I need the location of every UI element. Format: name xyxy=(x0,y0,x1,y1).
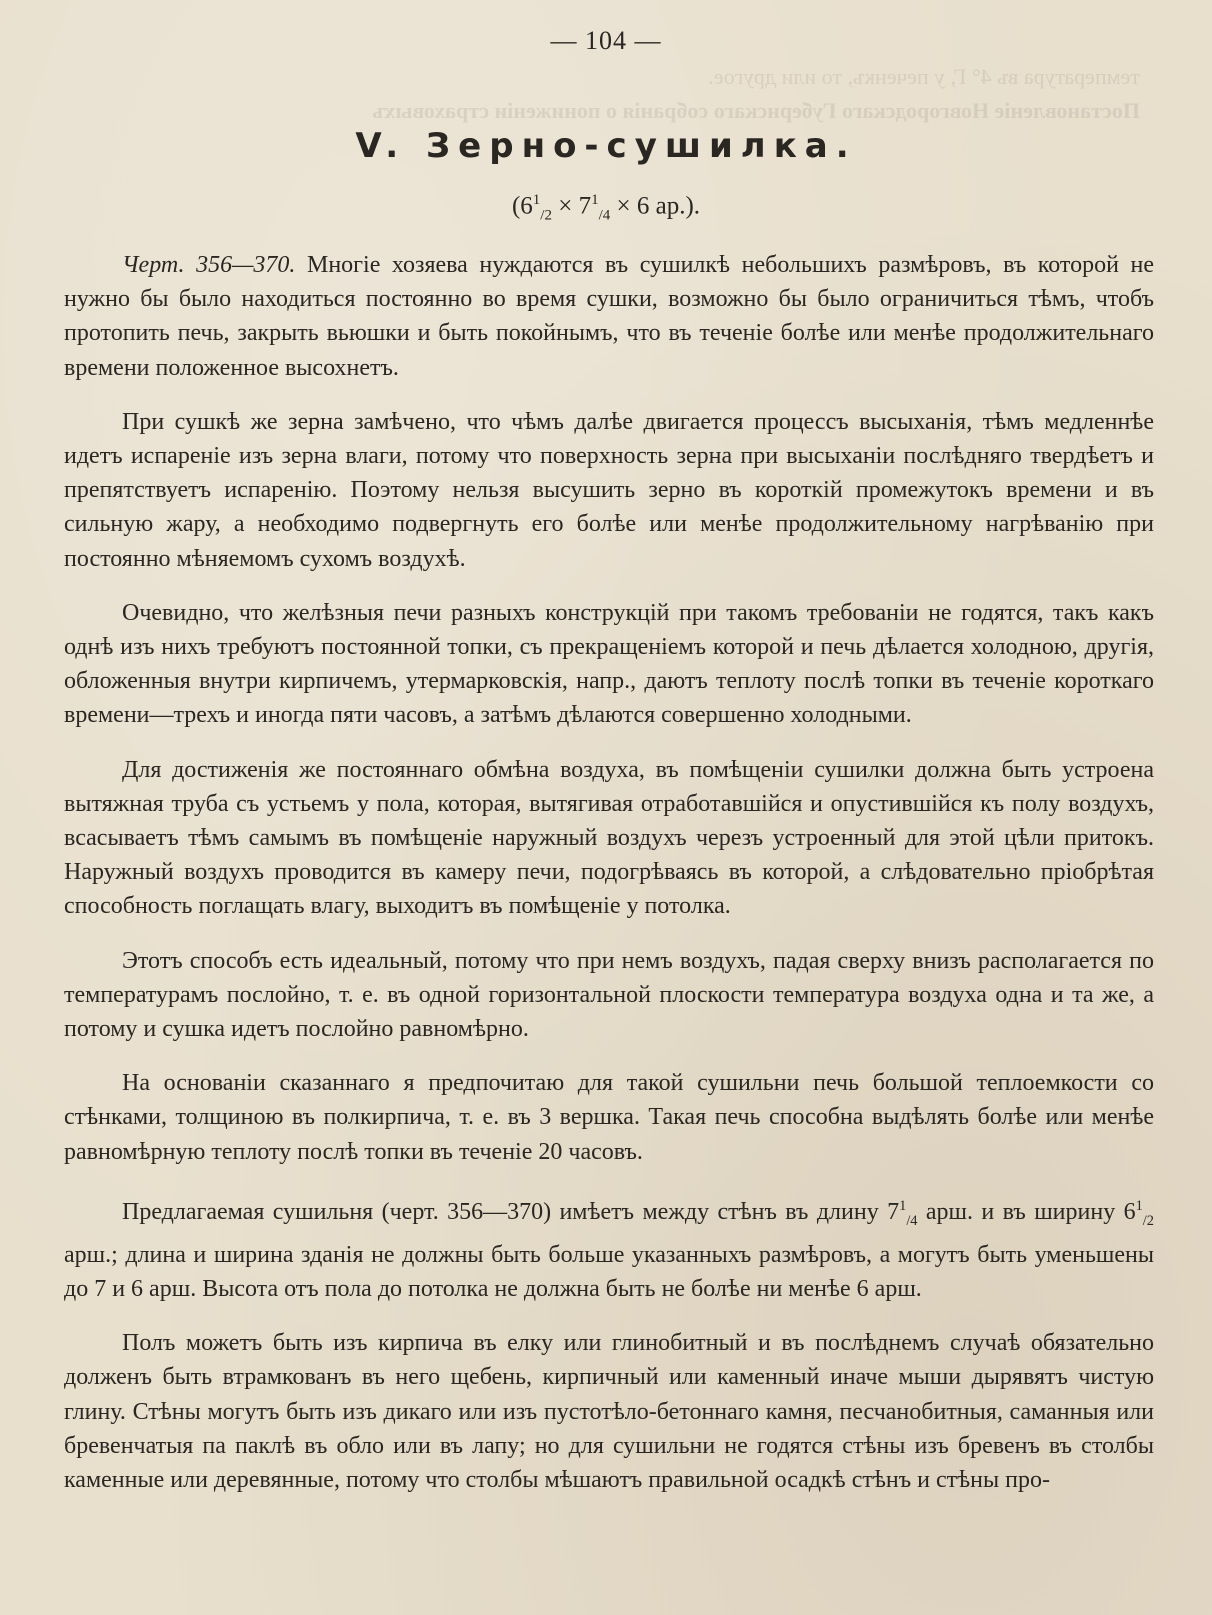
page-number: — 104 — xyxy=(550,26,662,55)
paragraph-4: Для достиженія же постояннаго обмѣна воздуха, въ помѣщеніи сушилки должна быть устроена вытяжная труба съ устьемъ у пола, которая, вытягивая отработавшійся и опустившійся къ полу воздухъ, всасываетъ тѣмъ самымъ въ помѣщеніе наружный воздухъ черезъ устроенный для этой цѣли притокъ. Наружный воздухъ проводится въ камеру печи, подогрѣваясь въ которой, а слѣдовательно пріобрѣтая способность поглащать влагу, выходитъ въ помѣщеніе у потолка. xyxy=(64,756,1154,920)
paragraph-8: Полъ можетъ быть изъ кирпича въ елку или глинобитный и въ послѣднемъ случаѣ обязательно долженъ быть втрамкованъ въ него щебень, кирпичный или каменный иначе мыши дырявятъ чистую глину. Стѣны могутъ быть изъ дикаго или изъ пустотѣло-бетоннаго камня, песчанобитныя, саманныя или бревенчатыя па паклѣ въ обло или въ лапу; но для сушильни не годятся стѣны изъ бревенъ въ столбы каменные или деревянные, потому что столбы мѣшаютъ правильной осадкѣ стѣнъ и стѣны про- xyxy=(64,1330,1154,1494)
body-text xyxy=(64,248,1154,1517)
dims-numerator-2: 1 xyxy=(591,192,599,208)
drawing-reference: Черт. 356—370. xyxy=(122,252,296,278)
dims-denominator-2: /4 xyxy=(598,207,611,224)
bleed-line-1: температура въ 4° Г, у печенкъ, то или другое. xyxy=(708,64,1140,89)
dims-denominator-1: /2 xyxy=(540,207,552,224)
dims-numerator-1: 1 xyxy=(532,192,541,208)
length-fraction-denominator: /4 xyxy=(906,1212,918,1229)
paragraph-1 xyxy=(64,248,1154,385)
dims-close: × 6 ар.). xyxy=(610,192,701,220)
chapter-title: V. Зерно-сушилка. xyxy=(355,126,857,166)
paragraph-3: Очевидно, что желѣзныя печи разныхъ конструкцій при такомъ требованіи не годятся, такъ какъ однѣ изъ нихъ требуютъ постоянной топки, съ прекращеніемъ которой и печь дѣлается холодною, другія, обложенныя внутри кирпичемъ, утермарковскія, напр., даютъ теплоту послѣ топки въ теченіе короткаго времени—трехъ и иногда пяти часовъ, а затѣмъ дѣлаются совершенно холодными. xyxy=(64,599,1154,729)
dims-open: (6 xyxy=(511,192,533,220)
bleed-line-2: Постановленіе Новгородскаго Губернскаго собранія о пониженіи страховыхъ xyxy=(372,98,1140,123)
paragraph-1-text: Многіе хозяева нуждаются въ сушилкѣ небольшихъ размѣровъ, въ которой не нужно бы было находиться постоянно во время сушки, возможно бы было ограничиться тѣмъ, чтобъ протопить печь, закрыть вьюшки и быть покойнымъ, что въ теченіе болѣе или менѣе продолжительнаго времени положенное высохнетъ. xyxy=(64,252,1155,381)
length-fraction-numerator: 1 xyxy=(899,1197,907,1214)
paragraph-6: На основаніи сказаннаго я предпочитаю для такой сушильни печь большой теплоемкости со стѣнками, толщиною въ полкирпича, т. е. въ 3 вершка. Такая печь способна выдѣлять болѣе или менѣе равномѣрную теплоту послѣ топки въ теченіе 20 часовъ. xyxy=(64,1070,1154,1165)
paragraph-7-part-a: Предлагаемая сушильня (черт. 356—370) имѣетъ между стѣнъ въ длину 7 xyxy=(122,1198,900,1225)
paragraph-7 xyxy=(64,1189,1154,1306)
building-dimensions xyxy=(0,192,1212,224)
bleed-through-text xyxy=(60,60,1140,128)
width-fraction-denominator: /2 xyxy=(1142,1212,1154,1229)
paragraph-7-part-c: арш.; длина и ширина зданія не должны быть больше указанныхъ размѣровъ, а могутъ быть уменьшены до 7 и 6 арш. Высота отъ пола до потолка не должна быть не болѣе ни менѣе 6 арш. xyxy=(64,1241,1154,1303)
dims-mid: × 7 xyxy=(551,192,592,220)
paragraph-7-part-b: арш. и въ ширину 6 xyxy=(917,1198,1136,1225)
width-fraction-numerator: 1 xyxy=(1135,1197,1143,1214)
paragraph-2: При сушкѣ же зерна замѣчено, что чѣмъ далѣе двигается процессъ высыханія, тѣмъ медленнѣе идетъ испареніе изъ зерна влаги, потому что поверхность зерна при высыханіи послѣдняго твердѣетъ и препятствуетъ испаренію. Поэтому нельзя высушить зерно въ короткій промежутокъ времени и въ сильную жару, а необходимо подвергнуть его болѣе или менѣе продолжительному нагрѣванію при постоянно мѣняемомъ сухомъ воздухѣ. xyxy=(64,408,1154,572)
paragraph-5: Этотъ способъ есть идеальный, потому что при немъ воздухъ, падая сверху внизъ располагается по температурамъ послойно, т. е. въ одной горизонтальной плоскости температура воздуха одна и та же, а потому и сушка идетъ послойно равномѣрно. xyxy=(64,947,1154,1043)
